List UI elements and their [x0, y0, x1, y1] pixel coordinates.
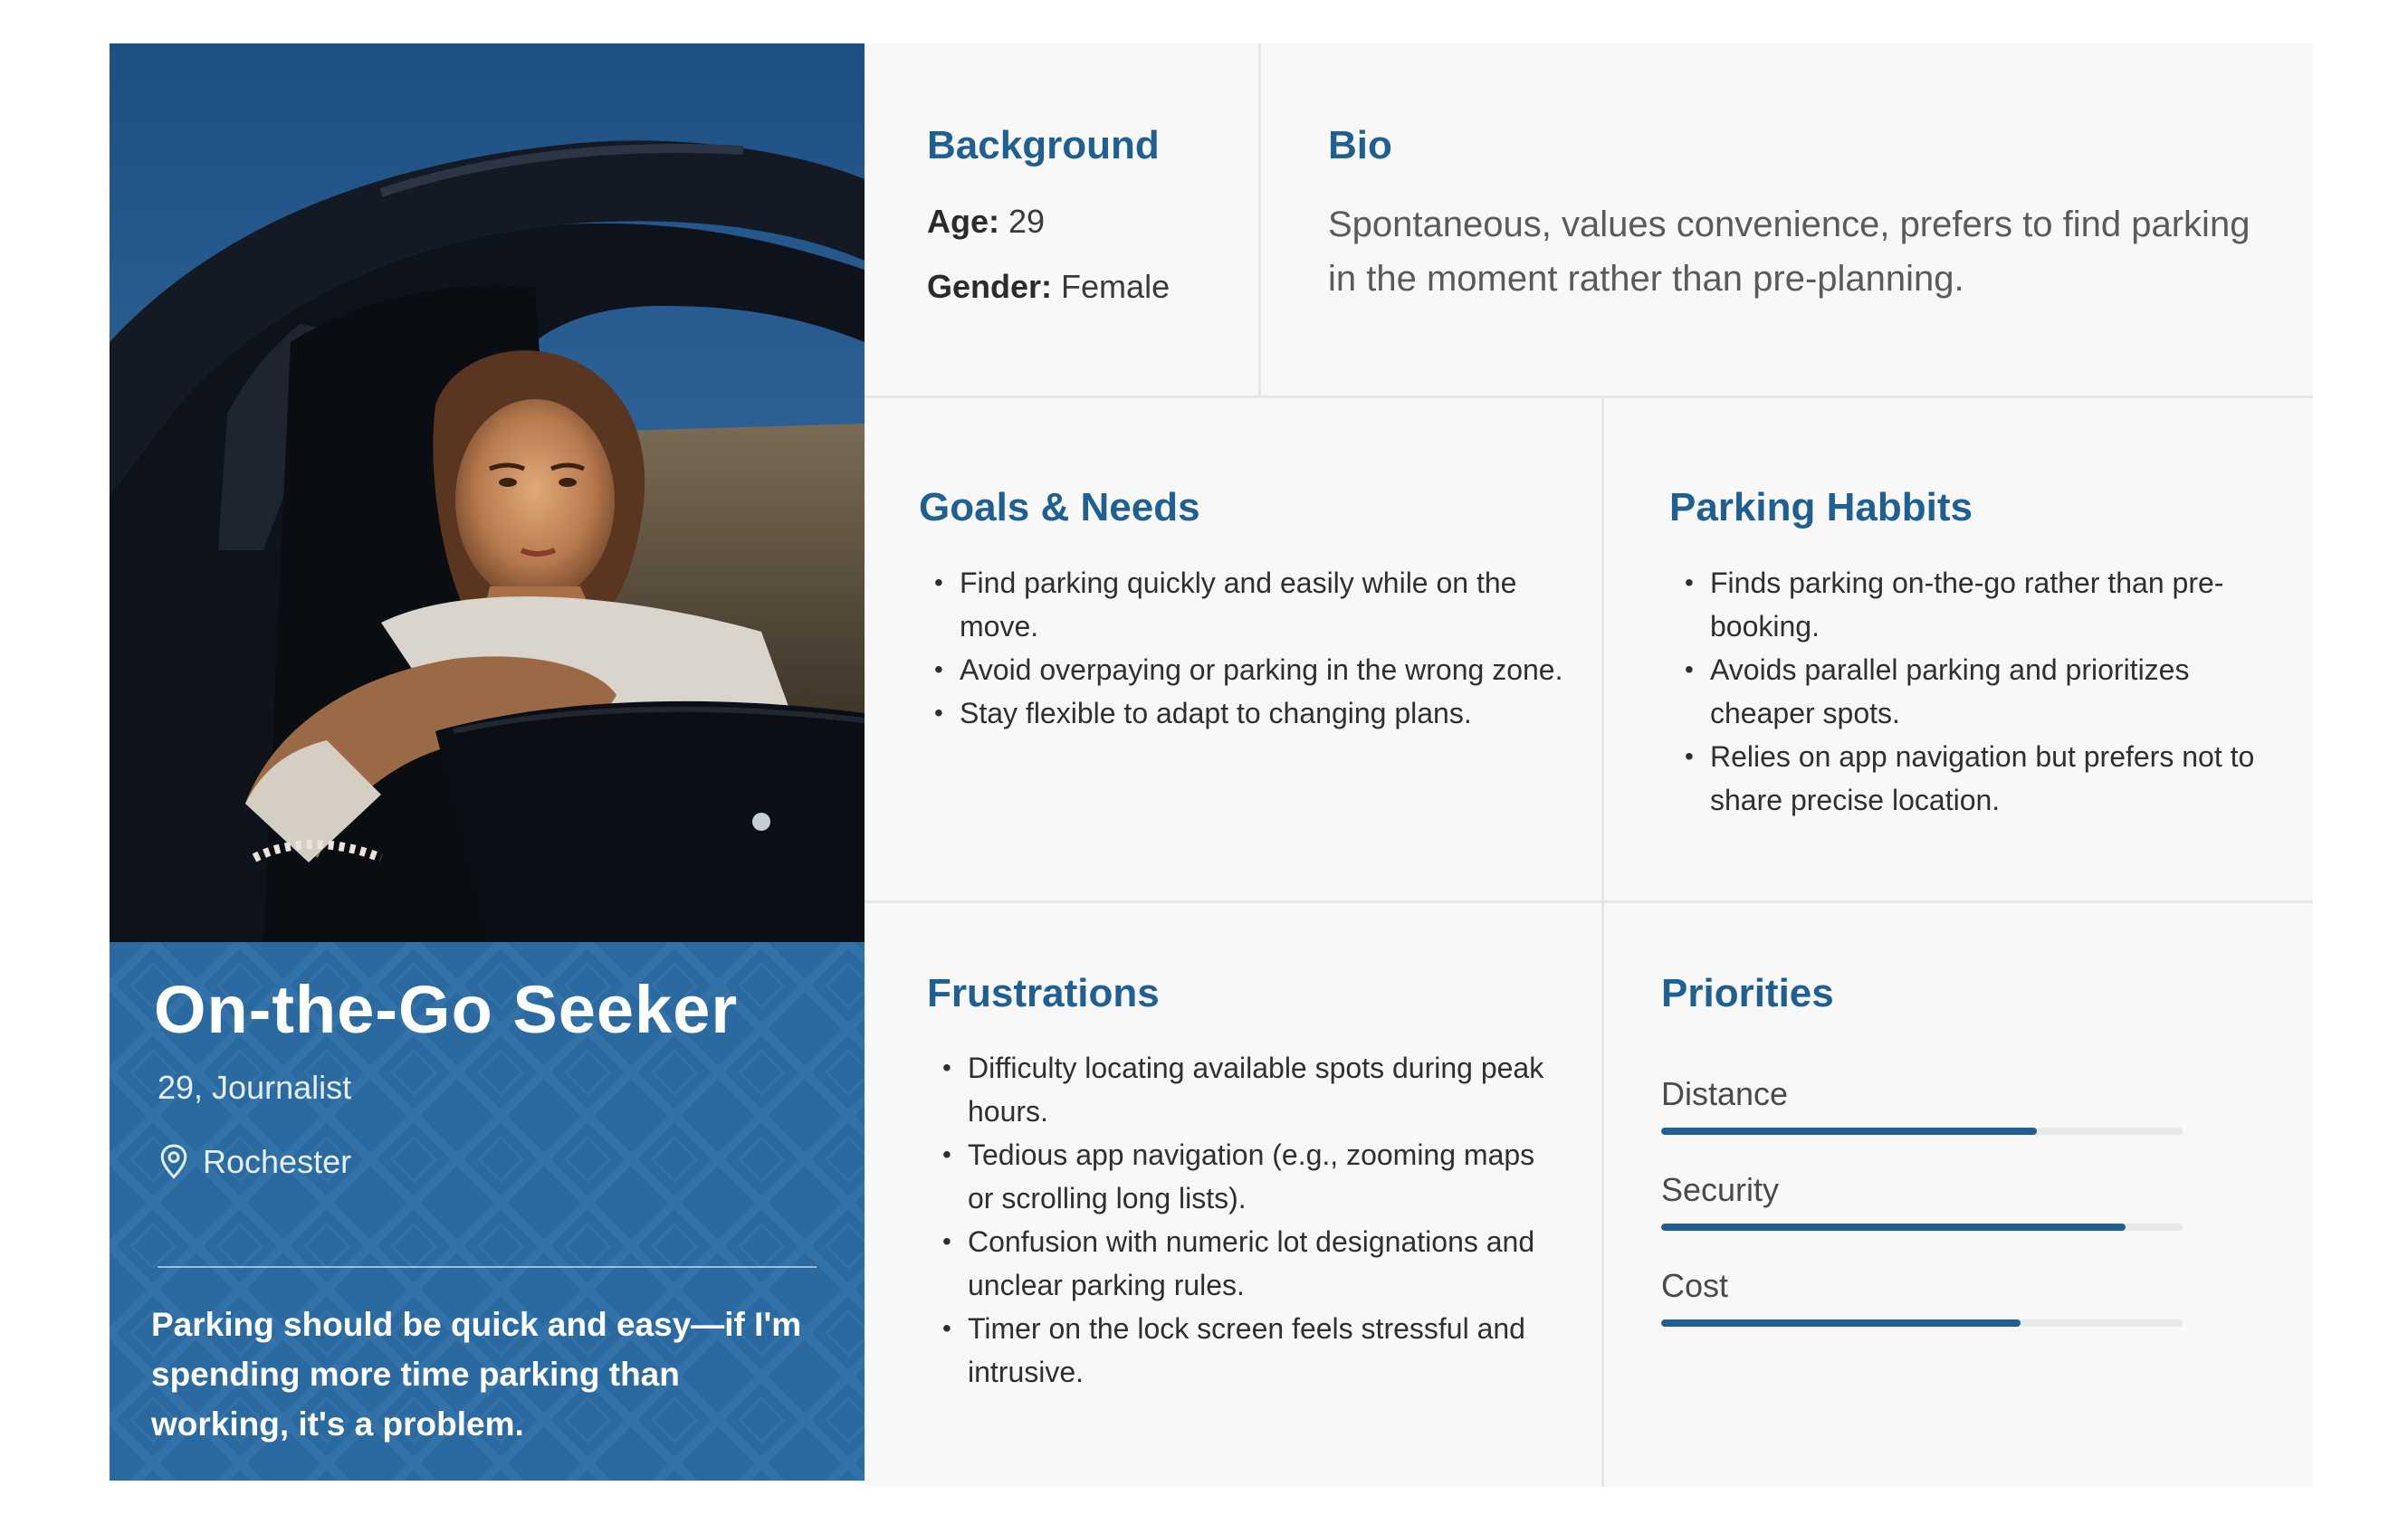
persona-details-panel — [865, 43, 2313, 1487]
list-item: • Relies on app navigation but prefers not to share precise location. — [1685, 735, 2264, 822]
divider — [865, 395, 2313, 398]
list-item: • Tedious app navigation (e.g., zooming maps or scrolling long lists). — [942, 1133, 1558, 1220]
priority-bar-fill — [1661, 1319, 2021, 1327]
gender-value: Female — [1061, 268, 1171, 305]
persona-name: On-the-Go Seeker — [154, 972, 739, 1047]
divider — [158, 1266, 817, 1268]
list-item: • Timer on the lock screen feels stressful and intrusive. — [942, 1307, 1558, 1394]
age-value: 29 — [1008, 203, 1046, 240]
persona-age-occupation: 29, Journalist — [158, 1069, 352, 1106]
priority-item — [1661, 1267, 2183, 1327]
priority-bar-fill — [1661, 1128, 2037, 1135]
frustrations-title: Frustrations — [927, 971, 1160, 1015]
priority-bar-track — [1661, 1224, 2183, 1231]
priority-bar-track — [1661, 1128, 2183, 1135]
map-pin-icon — [158, 1143, 190, 1181]
persona-quote: Parking should be quick and easy—if I'm spending more time parking than working, it's a problem. — [151, 1306, 802, 1443]
goals-list — [934, 561, 1568, 735]
list-item: • Avoids parallel parking and prioritizes cheaper spots. — [1685, 648, 2264, 735]
divider — [1601, 396, 1604, 1487]
priority-label: Distance — [1661, 1075, 1789, 1112]
list-item: • Find parking quickly and easily while on the move. — [934, 561, 1568, 648]
gender-label: Gender: — [927, 268, 1053, 305]
divider — [865, 900, 2313, 903]
bio-text: Spontaneous, values convenience, prefers to find parking in the moment rather than pre-planning. — [1328, 205, 2250, 299]
frustrations-list — [942, 1046, 1558, 1394]
divider — [1258, 43, 1261, 396]
priority-bar-track — [1661, 1319, 2183, 1327]
priority-label: Cost — [1661, 1267, 1729, 1304]
persona-info — [110, 942, 865, 1481]
list-item: • Difficulty locating available spots during peak hours. — [942, 1046, 1558, 1133]
list-item: • Confusion with numeric lot designations and unclear parking rules. — [942, 1220, 1558, 1307]
priority-bar-fill — [1661, 1224, 2126, 1231]
habits-list — [1685, 561, 2264, 822]
gender-row — [927, 268, 1170, 306]
list-item: • Avoid overpaying or parking in the wrong zone. — [934, 648, 1568, 691]
age-label: Age: — [927, 203, 999, 240]
priority-item — [1661, 1075, 2183, 1135]
persona-location — [158, 1143, 351, 1181]
list-item: • Stay flexible to adapt to changing plans. — [934, 691, 1568, 735]
priorities-title: Priorities — [1661, 971, 1834, 1015]
persona-card — [110, 43, 865, 1481]
bio-title: Bio — [1328, 123, 1392, 167]
age-row — [927, 203, 1045, 241]
persona-photo — [110, 43, 865, 942]
priority-item — [1661, 1171, 2183, 1231]
background-title: Background — [927, 123, 1160, 167]
list-item: • Finds parking on-the-go rather than pre-booking. — [1685, 561, 2264, 648]
goals-title: Goals & Needs — [919, 485, 1200, 529]
location-label: Rochester — [203, 1143, 352, 1180]
habits-title: Parking Habbits — [1669, 485, 1973, 529]
priority-label: Security — [1661, 1171, 1780, 1208]
